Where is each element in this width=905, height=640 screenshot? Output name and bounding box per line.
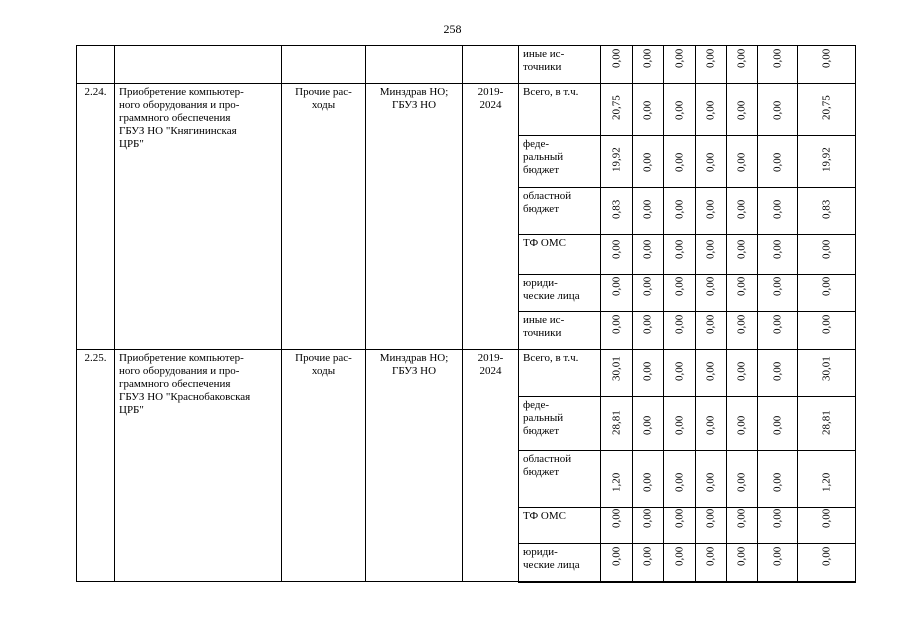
source-cell: ТФ ОМС: [519, 235, 601, 275]
value-text: 0,00: [771, 472, 783, 492]
source-cell: ТФ ОМС: [519, 508, 601, 544]
item-period: 2019- 2024: [463, 84, 519, 350]
value-text: 0,00: [673, 48, 685, 68]
item-responsible: Минздрав НО; ГБУЗ НО: [366, 350, 463, 582]
budget-table: [76, 45, 856, 583]
value-text: 0,00: [641, 508, 654, 528]
value-text: 0,00: [641, 276, 654, 296]
value-text: 0,00: [735, 546, 748, 566]
value-cell: [758, 136, 798, 188]
value-cell: [727, 544, 758, 582]
value-text: 0,00: [771, 415, 783, 435]
value-cell: [758, 235, 798, 275]
value-cell: [758, 312, 798, 350]
value-text: 0,00: [641, 415, 654, 435]
value-cell: [664, 508, 696, 544]
value-text: 0,00: [771, 546, 783, 566]
value-text: 0,00: [704, 546, 717, 566]
source-cell: юриди- ческие лица: [519, 544, 601, 582]
value-cell: [727, 350, 758, 397]
value-text: 30,01: [610, 356, 622, 381]
value-cell: [798, 136, 856, 188]
value-text: 0,00: [771, 152, 783, 172]
empty-cell: [115, 46, 282, 84]
value-text: 0,00: [704, 361, 717, 381]
value-cell: [633, 544, 664, 582]
value-cell: [633, 350, 664, 397]
value-cell: [727, 235, 758, 275]
source-cell: юриди- ческие лица: [519, 275, 601, 312]
value-cell: [601, 235, 633, 275]
value-cell: [696, 312, 727, 350]
value-cell: [633, 188, 664, 235]
value-cell: [601, 312, 633, 350]
value-text: 0,00: [735, 152, 748, 172]
value-cell: [758, 544, 798, 582]
item-responsible: Минздрав НО; ГБУЗ НО: [366, 84, 463, 350]
value-text: 0,00: [704, 415, 717, 435]
value-cell: [798, 275, 856, 312]
value-text: 28,81: [820, 410, 832, 435]
value-cell: [601, 544, 633, 582]
value-text: 19,92: [820, 147, 832, 172]
value-cell: [696, 397, 727, 451]
value-cell: [758, 275, 798, 312]
value-text: 0,00: [704, 314, 717, 334]
value-cell: [664, 312, 696, 350]
value-cell: [798, 350, 856, 397]
value-cell: [798, 397, 856, 451]
value-cell: [758, 508, 798, 544]
value-text: 0,00: [735, 508, 748, 528]
value-text: 0,00: [735, 239, 748, 259]
item-category: Прочие рас- ходы: [282, 350, 366, 582]
value-cell: [664, 84, 696, 136]
value-cell: [601, 275, 633, 312]
value-cell: [727, 188, 758, 235]
value-cell: [601, 350, 633, 397]
value-text: 0,00: [771, 48, 783, 68]
value-text: 0,00: [704, 152, 717, 172]
source-cell: иные ис- точники: [519, 312, 601, 350]
value-text: 0,00: [610, 508, 622, 528]
item-description: Приобретение компьютер- ного оборудования и про- граммного обеспечения ГБУЗ НО "Краснобаковская ЦРБ": [115, 350, 282, 582]
value-text: 0,00: [820, 314, 832, 334]
source-cell: феде- ральный бюджет: [519, 136, 601, 188]
value-cell: [727, 84, 758, 136]
value-cell: [758, 188, 798, 235]
value-text: 0,00: [641, 239, 654, 259]
source-cell: иные ис- точники: [519, 46, 601, 84]
value-text: 0,00: [735, 276, 748, 296]
value-cell: [727, 136, 758, 188]
table-row: [77, 46, 856, 84]
value-text: 0,00: [673, 508, 685, 528]
value-text: 0,00: [704, 276, 717, 296]
value-text: 0,00: [820, 239, 832, 259]
value-text: 0,00: [673, 199, 685, 219]
value-text: 0,00: [771, 276, 783, 296]
value-cell: [664, 397, 696, 451]
value-cell: [798, 544, 856, 582]
value-cell: [758, 84, 798, 136]
value-text: 0,00: [771, 100, 783, 120]
value-text: 0,00: [704, 199, 717, 219]
value-cell: [727, 508, 758, 544]
source-cell: областной бюджет: [519, 188, 601, 235]
value-cell: [696, 451, 727, 508]
value-text: 20,75: [820, 95, 832, 120]
empty-cell: [282, 46, 366, 84]
value-cell: [633, 508, 664, 544]
value-text: 0,00: [673, 361, 685, 381]
value-text: 0,00: [735, 199, 748, 219]
value-cell: [664, 275, 696, 312]
value-cell: [727, 312, 758, 350]
value-cell: [696, 84, 727, 136]
value-cell: [664, 136, 696, 188]
value-text: 0,00: [735, 100, 748, 120]
value-cell: [633, 451, 664, 508]
value-cell: [696, 544, 727, 582]
value-text: 0,00: [641, 314, 654, 334]
value-text: 0,00: [771, 314, 783, 334]
value-text: 0,00: [610, 546, 622, 566]
value-cell: [798, 508, 856, 544]
value-text: 0,00: [673, 276, 685, 296]
value-cell: [664, 46, 696, 84]
value-cell: [696, 188, 727, 235]
value-cell: [798, 312, 856, 350]
value-text: 0,00: [641, 546, 654, 566]
value-cell: [664, 451, 696, 508]
page-number: 258: [443, 22, 462, 36]
value-cell: [664, 188, 696, 235]
value-cell: [601, 188, 633, 235]
value-cell: [798, 84, 856, 136]
value-text: 0,00: [610, 276, 622, 296]
empty-cell: [366, 46, 463, 84]
value-text: 1,20: [610, 472, 622, 492]
value-text: 0,00: [673, 239, 685, 259]
item-description: Приобретение компьютер- ного оборудования и про- граммного обеспечения ГБУЗ НО "Княгининская ЦРБ": [115, 84, 282, 350]
value-cell: [664, 544, 696, 582]
value-text: 0,00: [641, 361, 654, 381]
value-text: 0,00: [704, 48, 717, 68]
value-cell: [696, 235, 727, 275]
value-text: 0,00: [735, 415, 748, 435]
value-cell: [633, 397, 664, 451]
empty-cell: [77, 46, 115, 84]
value-cell: [633, 46, 664, 84]
source-cell: Всего, в т.ч.: [519, 350, 601, 397]
table-row: [77, 84, 856, 136]
value-text: 0,00: [820, 546, 832, 566]
item-number: 2.24.: [77, 84, 115, 350]
value-cell: [727, 451, 758, 508]
value-cell: [758, 350, 798, 397]
value-text: 0,00: [610, 314, 622, 334]
value-text: 28,81: [610, 410, 622, 435]
value-text: 0,00: [610, 239, 622, 259]
value-cell: [798, 46, 856, 84]
value-cell: [696, 136, 727, 188]
value-cell: [633, 312, 664, 350]
value-text: 30,01: [820, 356, 832, 381]
value-cell: [664, 350, 696, 397]
value-text: 0,00: [673, 472, 685, 492]
value-cell: [798, 188, 856, 235]
item-number: 2.25.: [77, 350, 115, 582]
value-text: 0,00: [771, 508, 783, 528]
source-cell: Всего, в т.ч.: [519, 84, 601, 136]
value-text: 0,00: [704, 239, 717, 259]
value-cell: [758, 46, 798, 84]
value-text: 0,00: [735, 48, 748, 68]
value-cell: [758, 451, 798, 508]
item-period: 2019- 2024: [463, 350, 519, 582]
value-text: 0,00: [641, 472, 654, 492]
value-cell: [633, 136, 664, 188]
value-cell: [798, 235, 856, 275]
value-text: 19,92: [610, 147, 622, 172]
value-cell: [696, 46, 727, 84]
item-category: Прочие рас- ходы: [282, 84, 366, 350]
value-text: 0,00: [673, 100, 685, 120]
value-cell: [633, 275, 664, 312]
value-text: 0,00: [641, 199, 654, 219]
value-text: 0,83: [820, 199, 832, 219]
value-cell: [727, 397, 758, 451]
value-cell: [601, 46, 633, 84]
value-text: 0,00: [771, 199, 783, 219]
value-text: 0,00: [673, 415, 685, 435]
value-text: 0,00: [735, 472, 748, 492]
source-cell: феде- ральный бюджет: [519, 397, 601, 451]
value-text: 0,00: [735, 314, 748, 334]
value-cell: [601, 451, 633, 508]
value-cell: [633, 84, 664, 136]
value-cell: [798, 451, 856, 508]
value-text: 0,00: [673, 152, 685, 172]
value-cell: [633, 235, 664, 275]
value-text: 0,00: [704, 472, 717, 492]
value-text: 20,75: [610, 95, 622, 120]
value-text: 0,00: [641, 152, 654, 172]
value-text: 0,00: [771, 239, 783, 259]
empty-cell: [463, 46, 519, 84]
value-cell: [601, 84, 633, 136]
value-text: 0,00: [610, 48, 622, 68]
value-text: 0,00: [673, 546, 685, 566]
table-row: [77, 350, 856, 397]
value-cell: [727, 275, 758, 312]
value-text: 0,00: [641, 100, 654, 120]
value-cell: [696, 508, 727, 544]
value-text: 0,00: [820, 48, 832, 68]
value-text: 1,20: [820, 472, 832, 492]
value-text: 0,00: [820, 276, 832, 296]
value-cell: [601, 508, 633, 544]
value-text: 0,00: [771, 361, 783, 381]
source-cell: областной бюджет: [519, 451, 601, 508]
value-cell: [601, 397, 633, 451]
value-text: 0,00: [704, 100, 717, 120]
value-cell: [696, 275, 727, 312]
value-text: 0,00: [641, 48, 654, 68]
value-cell: [601, 136, 633, 188]
value-text: 0,00: [735, 361, 748, 381]
value-text: 0,00: [673, 314, 685, 334]
value-text: 0,00: [704, 508, 717, 528]
value-text: 0,00: [820, 508, 832, 528]
value-cell: [664, 235, 696, 275]
value-cell: [696, 350, 727, 397]
value-text: 0,83: [610, 199, 622, 219]
value-cell: [727, 46, 758, 84]
value-cell: [758, 397, 798, 451]
